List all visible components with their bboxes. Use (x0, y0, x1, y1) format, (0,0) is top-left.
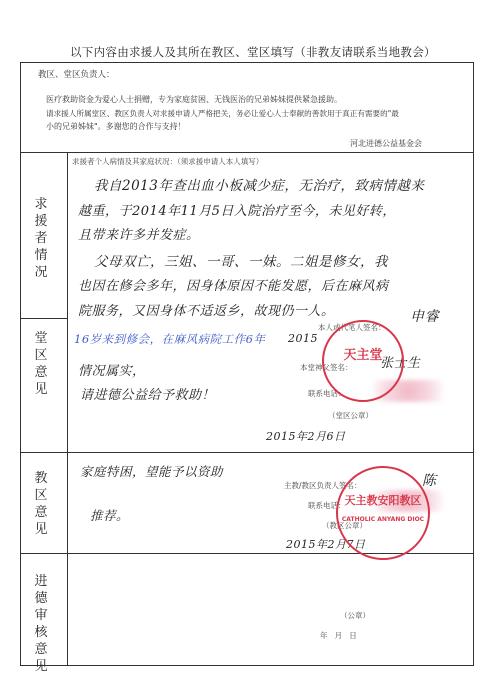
section-label-jinde: 进德审核意见 (34, 574, 48, 674)
parish-date: 2015年2月6日 (266, 430, 346, 443)
applicant-text-3: 且带来许多并发症。 (78, 228, 200, 243)
diocese-text-1: 家庭特困，望能予以资助 (80, 464, 224, 479)
parish-seal-text: 天主堂 (343, 348, 383, 363)
applicant-signature: 申睿 (410, 309, 439, 325)
diocese-date: 2015年2月7日 (286, 538, 366, 551)
parish-text-2: 请进德公益给予救助！ (80, 388, 216, 403)
section-label-parish: 堂区意见 (34, 331, 48, 397)
intro-text-1: 医疗救助资金为爱心人士捐赠，专为家庭贫困、无钱医治的兄弟姊妹提供紧急援助。 (46, 95, 342, 104)
applicant-text-5: 也因在修会多年，因身体原因不能发愿，后在麻风病 (78, 279, 389, 294)
applicant-date: 2015 (288, 332, 318, 345)
section-label-diocese: 教区意见 (34, 471, 48, 537)
parish-sign-label: 本堂神父签名： (300, 363, 353, 372)
divider (20, 318, 68, 319)
jinde-date-label: 年 月 日 (320, 631, 357, 640)
parish-seal-stamp (322, 320, 404, 402)
divider (20, 152, 474, 153)
parish-blue-note: 16岁来到修会，在麻风病院工作6年 (74, 332, 266, 346)
form-header-title: 以下内容由求援人及其所在教区、堂区填写（非教友请联系当地教会） (70, 45, 436, 59)
applicant-text-2: 越重，于2014年11月5日入院治疗至今，未见好转， (78, 204, 396, 219)
applicant-text-4: 父母双亡，三姐、一哥、一妹。二姐是修女，我 (94, 254, 388, 270)
parish-text-1: 情况属实， (78, 364, 146, 379)
intro-text-3: 小的兄弟姊妹"。多谢您的合作与支持！ (46, 122, 186, 131)
diocese-seal-label: （教区公章） (322, 521, 367, 530)
diocese-contact-label: 联系电话： (308, 501, 346, 510)
parish-seal-label: （堂区公章） (328, 411, 373, 420)
parish-contact-label: 联系电话： (308, 389, 346, 398)
diocese-signature: 陈 (422, 473, 437, 489)
applicant-prompt: 求援者个人病情及其家庭状况：（须求援申请人本人填写） (72, 157, 264, 166)
applicant-text-1: 我自2013年查出血小板减少症，无治疗，致病情越来 (94, 178, 425, 194)
divider (20, 452, 474, 453)
intro-salutation: 教区、堂区负责人： (38, 70, 115, 80)
diocese-sign-label: 主教/教区负责人签名： (284, 481, 362, 490)
side-column-divider (67, 152, 68, 666)
diocese-text-2: 推荐。 (90, 508, 130, 523)
intro-org: 河北进德公益基金会 (350, 139, 422, 148)
applicant-text-6: 院服务，又因身体不适返乡，故现仍一人。 (78, 304, 335, 319)
applicant-signer-label: 本人或代笔人签名： (318, 323, 386, 332)
diocese-seal-text-en: CATHOLIC ANYANG DIOC (341, 516, 425, 523)
diocese-seal-stamp (336, 466, 430, 560)
diocese-seal-text: 天主教安阳教区 (344, 494, 422, 507)
intro-text-2: 请求援人所属堂区、教区负责人对求援申请人严格把关，务必让爱心人士奉献的善款用于真正有需要的"最 (46, 109, 399, 118)
section-label-applicant: 求援者情况 (34, 197, 48, 280)
parish-signature: 张士生 (380, 356, 421, 371)
jinde-seal-label: （公章） (340, 611, 370, 620)
